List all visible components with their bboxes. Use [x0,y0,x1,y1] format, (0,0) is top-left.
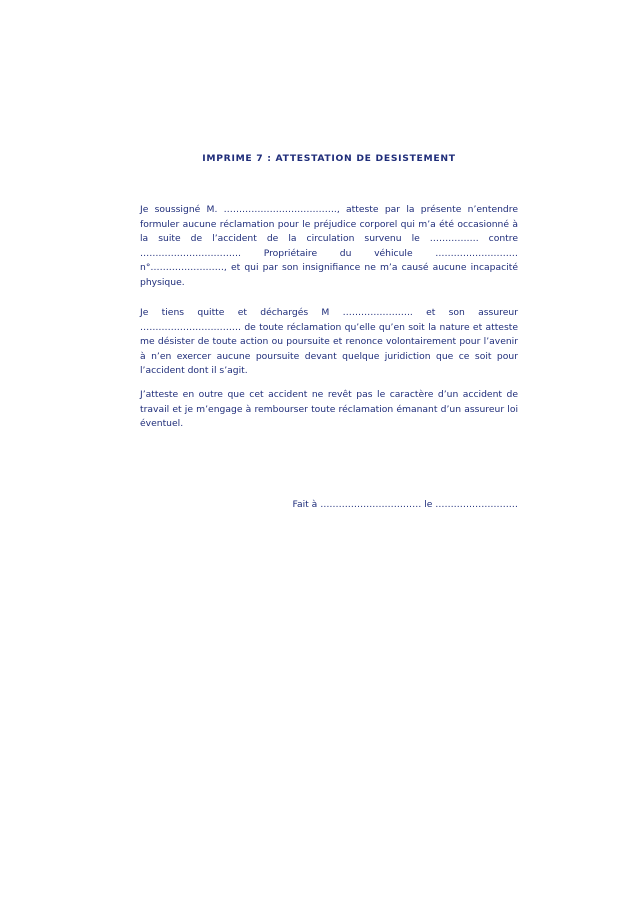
signature-line: Fait à …………………………… le ……………………… [292,499,518,510]
paragraph-discharge: Je tiens quitte et déchargés M ………………….. et son assureur …………………………… de toute réclamation qu’elle qu’en soit la nature et atteste me désister de toute action ou poursuite et renonce volontairement pour l’avenir à n’en exercer aucune poursuite devant quelque juridiction que ce soit pour l’accident dont il s’agit. [140,307,518,377]
paragraph-declaration: Je soussigné M. ………………………………., atteste par la présente n’entendre formuler aucune réclamation pour le préjudice corporel qui m’a été occasionné à la suite de l’accident de la circulation survenu le ……………. contre …………………………… Propriétaire du véhicule ……………………… n°……………………, et qui par son insignifiance ne m’a causé aucune incapacité physique. [140,204,518,288]
paragraph-attestation: J’atteste en outre que cet accident ne revêt pas le caractère d’un accident de travail et je m’engage à rembourser toute réclamation émanant d’un assureur loi éventuel. [140,389,518,430]
document-title: IMPRIME 7 : ATTESTATION DE DESISTEMENT [202,153,456,164]
